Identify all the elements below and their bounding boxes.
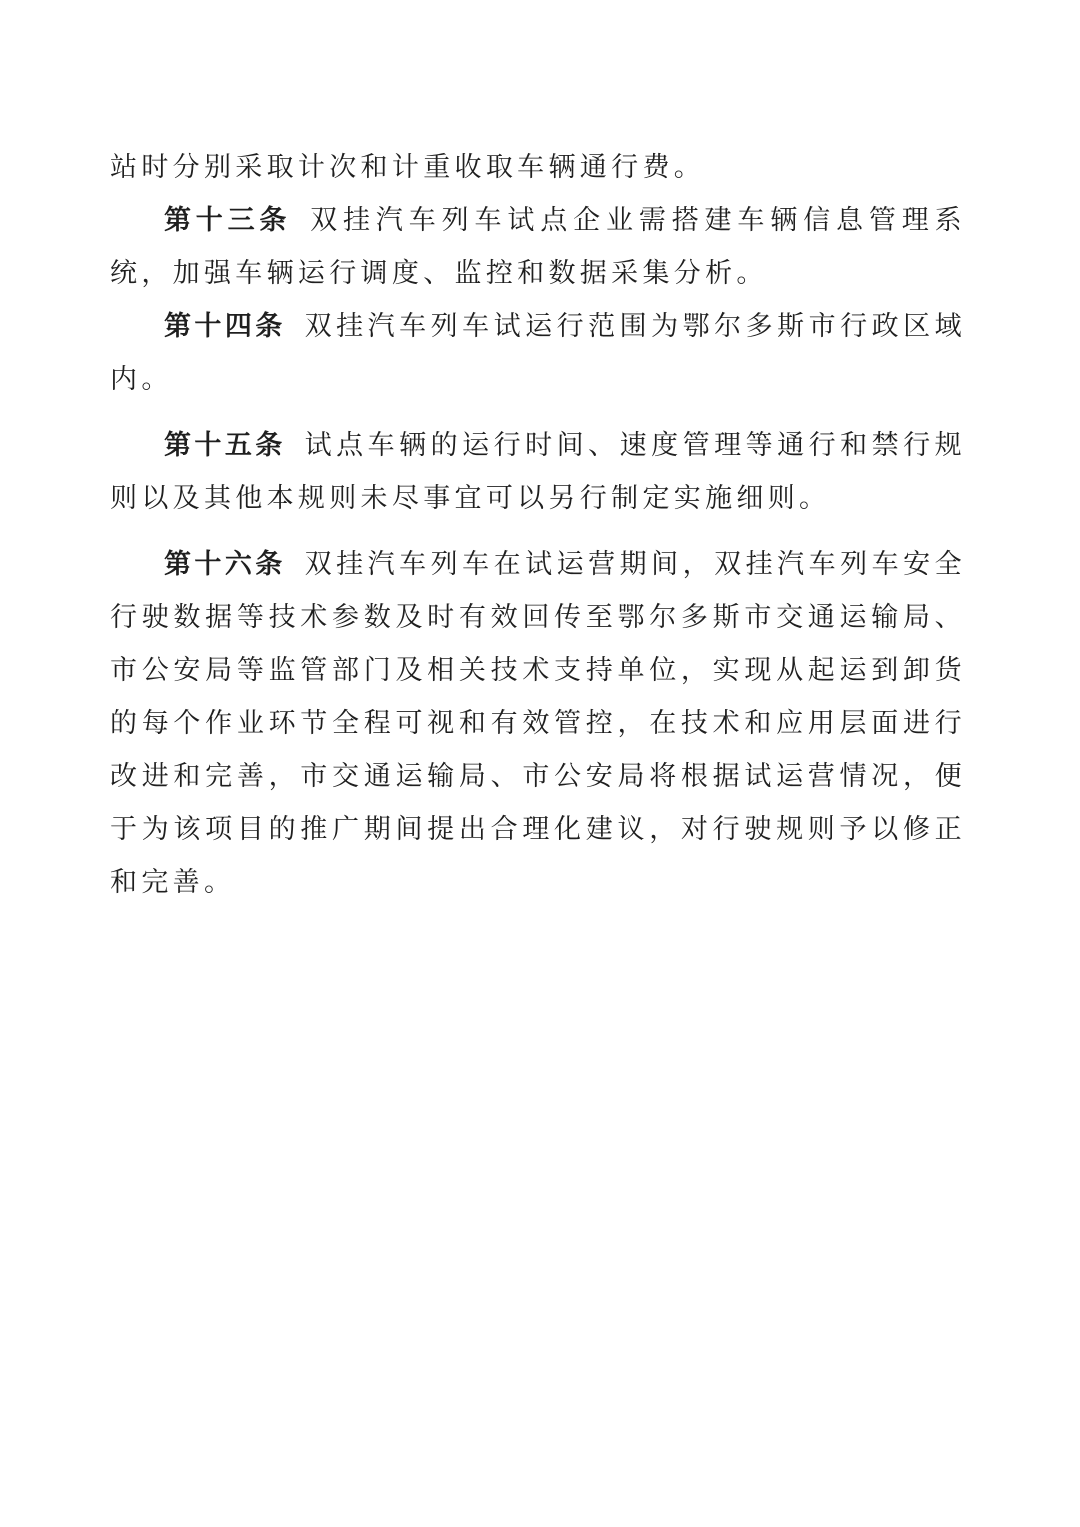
- article-text: 双挂汽车列车在试运营期间，双挂汽车列车安全行驶数据等技术参数及时有效回传至鄂尔多斯市交通运输局、市公安局等监管部门及相关技术支持单位，实现从起运到卸货的每个作业环节全程可视和有效管控，在技术和应用层面进行改进和完善，市交通运输局、市公安局将根据试运营情况，便于为该项目的推广期间提出合理化建议，对行驶规则予以修正和完善。: [110, 549, 966, 898]
- article-13: [110, 194, 966, 300]
- article-text: 试点车辆的运行时间、速度管理等通行和禁行规则以及其他本规则未尽事宜可以另行制定实施细则。: [110, 430, 966, 514]
- document-body: [110, 141, 966, 909]
- article-15: [110, 419, 966, 525]
- article-label: 第十六条: [164, 549, 286, 580]
- paragraph-continuation: [110, 141, 966, 194]
- article-label: 第十五条: [164, 430, 286, 461]
- article-text: 双挂汽车列车试点企业需搭建车辆信息管理系统，加强车辆运行调度、监控和数据采集分析。: [110, 205, 966, 289]
- article-text: 双挂汽车列车试运行范围为鄂尔多斯市行政区域内。: [110, 311, 966, 395]
- article-label: 第十三条: [164, 205, 292, 236]
- article-16: [110, 538, 966, 909]
- article-label: 第十四条: [164, 311, 286, 342]
- paragraph-text: 站时分别采取计次和计重收取车辆通行费。: [110, 152, 706, 183]
- article-14: [110, 300, 966, 406]
